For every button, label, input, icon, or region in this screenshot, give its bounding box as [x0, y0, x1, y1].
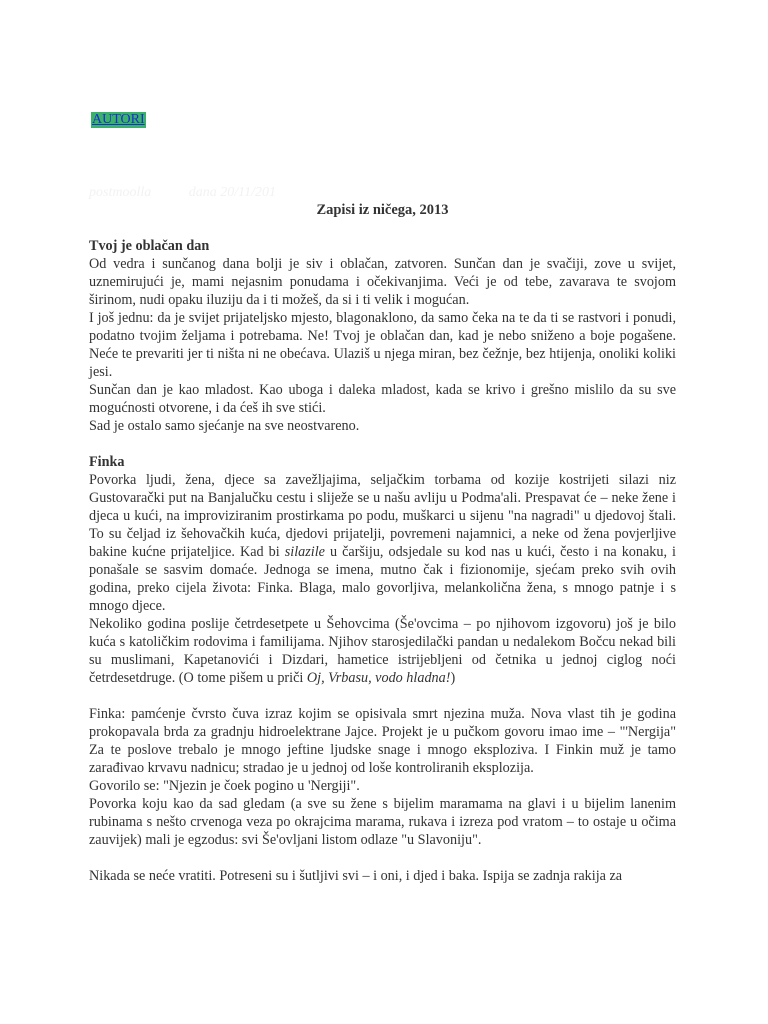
paragraph: Nikada se neće vratiti. Potreseni su i šutljivi svi – i oni, i djed i baka. Ispija se zadnja rakija za — [89, 868, 623, 884]
paragraph: Od vedra i sunčanog dana bolji je siv i oblačan, zatvoren. Sunčan dan je svačiji, zove u svijet, uznemirujući je, mami nejasnim ponudama i očekivanjima. Veći je od tebe, zavarava te svojom širinom, nudi opaku iluziju da i ti možeš, da si i ti velik i mogućan. — [89, 256, 676, 308]
text-run: ) — [450, 670, 456, 686]
text-run: Povorka ljudi, žena, djece sa zavežljajima, seljačkim torbama od kozije kostrijeti silazi niz Gustovarački put na Banjalučku cestu i sliježe se u našu avliju u Podma'ali. Prespavat će – neke žene i djeca u kući, na improviziranim prostirkama po podu, muškarci u sijenu "na nagradi" u djedovoj štali. To su čeljad iz šehovačkih kuća, djedovi prijatelji, povremeni najamnici, a neke od žena povjerljive bakine kućne prijateljice. Kad bi — [89, 472, 676, 560]
paragraph: Finka: pamćenje čvrsto čuva izraz kojim se opisivala smrt njezina muža. Nova vlast tih je godina prokopavala brda za gradnju hidroelektrane Jajce. Projekt je u pučkom govoru imao ime – "'Nergija" Za te poslove trebalo je mnogo jeftine ljudske snage i mnogo eksploziva. I Finkin muž je tamo zarađivao krvavu nadnicu; stradao je u jednoj od loše kontroliranih eksplozija. — [89, 706, 676, 776]
italic-text: silazile — [284, 544, 325, 560]
section-heading: Tvoj je oblačan dan — [89, 238, 210, 254]
paragraph: Povorka koju kao da sad gledam (a sve su žene s bijelim maramama na glavi i u bijelim lanenim rubinama s nešto crvenoga veza po okrajcima marama, rukava i izreza pod vratom – to ostaje u očima zauvijek) mali je egzodus: svi Še'ovljani listom odlaze "u Slavoniju". — [89, 796, 676, 848]
authors-link[interactable]: AUTORI — [92, 112, 145, 127]
text-run: Nekoliko godina poslije četrdesetpete u Šehovcima (Še'ovcima – po njihovom izgovoru) još je bilo kuća s katoličkim rodovima i familijama. Njihov starosjedilački pandan u nedalekom Bočcu nekad bili su muslimani, Kapetanovići i Dizdari, hametice istrijebljeni od četnika u jednoj ciglog noći četrdesetdruge. (O tome pišem u priči — [89, 616, 676, 686]
section-heading: Finka — [89, 454, 125, 470]
document-body — [89, 237, 676, 885]
document-title: Zapisi iz ničega, 2013 — [316, 202, 449, 218]
paragraph: Govorilo se: "Njezin je čoek pogino u 'Nergiji". — [89, 778, 360, 794]
post-meta — [89, 184, 310, 202]
paragraph — [89, 471, 676, 615]
paragraph — [89, 615, 676, 687]
paragraph: Sunčan dan je kao mladost. Kao uboga i daleka mladost, kada se krivo i grešno mislilo da su sve mogućnosti otvorene, i da ćeš ih sve stići. — [89, 382, 676, 416]
paragraph: I još jednu: da je svijet prijateljsko mjesto, blagonaklono, da samo čeka na te da ti se rastvori i ponudi, podatno tvojim željama i potrebama. Ne! Tvoj je oblačan dan, kad je nebo sniženo a boje pogašene. Neće te prevariti jer ti ništa ni ne obećava. Ulaziš u njega miran, bez čežnje, bez htijenja, onoliki koliki jesi. — [89, 310, 676, 380]
post-date: dana 20/11/201 — [188, 185, 276, 200]
text-run: u čaršiju, odsjedale su kod nas u kući, često i na konaku, i ponašale se sasvim domaće. Jednoga se imena, mutno čak i fizionomije, sjećam preko svih ovih godina, preko cijela života: Finka. Blaga, malo govorljiva, melankolična žena, s mnogo patnje i s mnogo djece. — [89, 544, 676, 614]
post-author: postmoolla — [89, 185, 152, 200]
paragraph: Sad je ostalo samo sjećanje na sve neostvareno. — [89, 418, 360, 434]
story-title: Oj, Vrbasu, vodo hladna! — [306, 670, 451, 686]
